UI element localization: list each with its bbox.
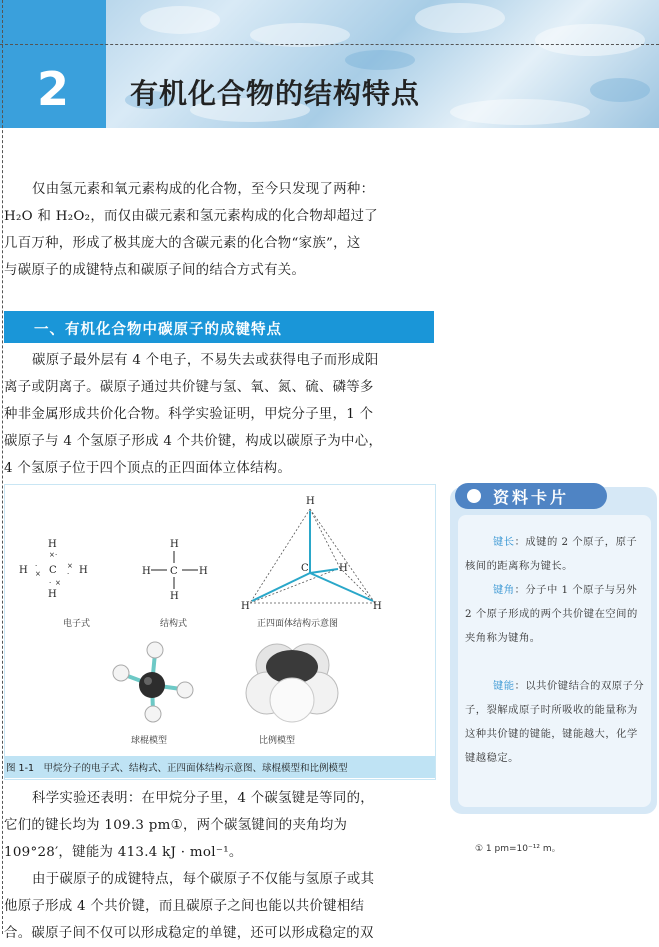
svg-text:H: H	[79, 565, 88, 576]
bullet-icon	[467, 489, 481, 503]
svg-text:H: H	[306, 496, 315, 507]
section-line: 离子或阴离子。碳原子通过共价键与氢、氧、氮、硫、磷等多	[4, 380, 374, 395]
chapter-title: 有机化合物的结构特点	[130, 77, 421, 110]
methane-figure-drawing	[5, 485, 435, 755]
svg-text:H: H	[339, 563, 348, 574]
left-dashed-margin	[2, 0, 3, 934]
label-electron: 电子式	[63, 619, 91, 629]
svg-text:H: H	[19, 565, 28, 576]
paragraph-line: 他原子形成 4 个共价键，而且碳原子之间也能以共价键相结	[4, 899, 365, 914]
intro-line: 仅由氢元素和氧元素构成的化合物，至今只发现了两种：	[32, 182, 375, 197]
svg-text:H: H	[199, 566, 208, 577]
section-line: 碳原子最外层有 4 个电子，不易失去或获得电子而形成阳	[32, 353, 379, 368]
label-space-filling: 比例模型	[259, 736, 296, 746]
svg-text:×: ×	[35, 570, 41, 578]
figure-caption: 图 1-1 甲烷分子的电子式、结构式、正四面体结构示意图、球棍模型和比例模型	[6, 763, 348, 774]
paragraph-line: 科学实验还表明：在甲烷分子里，4 个碳氢键是等同的，	[32, 791, 374, 806]
paragraph-carbon-bonding	[4, 866, 434, 947]
term-bond-length: 键长	[493, 536, 515, 548]
svg-text:C: C	[301, 563, 309, 574]
term-bond-angle: 键角	[493, 584, 515, 596]
header-dashed-line	[0, 44, 659, 45]
footnote: ① 1 pm=10⁻¹² m。	[475, 844, 561, 854]
section-line: 种非金属形成共价化合物。科学实验证明，甲烷分子里，1 个	[4, 407, 374, 422]
paragraph-line: 它们的键长均为 109.3 pm①，两个碳氢键间的夹角均为	[4, 818, 348, 833]
space-filling-model	[246, 644, 338, 722]
svg-text:C: C	[170, 566, 178, 577]
methane-figure	[4, 484, 436, 780]
svg-text:·: ·	[49, 579, 52, 587]
intro-line: 与碳原子的成键特点和碳原子间的结合方式有关。	[4, 263, 306, 278]
svg-text:H: H	[241, 601, 250, 612]
data-card-item-bond-energy: 键能：以共价键结合的双原子分子，裂解成原子时所吸收的能量称为这种共价键的键能，键能越大，化学键越稳定。	[465, 680, 645, 764]
svg-text:H: H	[170, 539, 179, 550]
section-paragraph	[4, 347, 434, 482]
svg-text:H: H	[142, 566, 151, 577]
svg-text:·: ·	[35, 562, 38, 570]
tetrahedron-diagram	[241, 496, 382, 612]
svg-text:·: ·	[55, 551, 58, 559]
svg-text:H: H	[170, 591, 179, 602]
data-card-title: 资料卡片	[493, 488, 570, 507]
chapter-number: 2	[36, 62, 69, 116]
svg-text:H: H	[373, 601, 382, 612]
svg-text:×: ×	[49, 551, 55, 559]
paragraph-line: 合。碳原子间不仅可以形成稳定的单键，还可以形成稳定的双	[4, 926, 374, 941]
svg-text:H: H	[48, 589, 57, 600]
section-heading: 一、有机化合物中碳原子的成键特点	[34, 322, 282, 338]
label-ball-stick: 球棍模型	[131, 736, 168, 746]
intro-line: 几百万种，形成了极其庞大的含碳元素的化合物“家族”，这	[4, 236, 361, 251]
intro-paragraph	[4, 176, 434, 284]
svg-text:×: ×	[55, 579, 61, 587]
data-card-item-bond-length: 键长：成键的 2 个原子，原子核间的距离称为键长。	[465, 536, 638, 572]
svg-text:×: ×	[67, 562, 73, 570]
paragraph-line: 由于碳原子的成键特点，每个碳原子不仅能与氢原子或其	[32, 872, 375, 887]
data-card-item-bond-angle: 键角：分子中 1 个原子与另外 2 个原子形成的两个共价键在空间的夹角称为键角。	[465, 584, 638, 644]
svg-text:C: C	[49, 565, 57, 576]
ball-stick-model	[113, 642, 193, 722]
label-tetrahedron: 正四面体结构示意图	[257, 619, 339, 629]
paragraph-bond-data	[4, 785, 434, 866]
svg-text:H: H	[48, 539, 57, 550]
section-line: 碳原子与 4 个氢原子形成 4 个共价键，构成以碳原子为中心，	[4, 434, 383, 449]
label-structural: 结构式	[160, 619, 188, 629]
electron-formula	[19, 539, 88, 600]
intro-line: H₂O 和 H₂O₂，而仅由碳元素和氢元素构成的化合物却超过了	[4, 209, 378, 224]
paragraph-line: 109°28′，键能为 413.4 kJ · mol⁻¹。	[4, 845, 243, 860]
svg-text:·: ·	[67, 570, 70, 578]
section-line: 4 个氢原子位于四个顶点的正四面体立体结构。	[4, 461, 292, 476]
term-bond-energy: 键能	[493, 680, 515, 692]
